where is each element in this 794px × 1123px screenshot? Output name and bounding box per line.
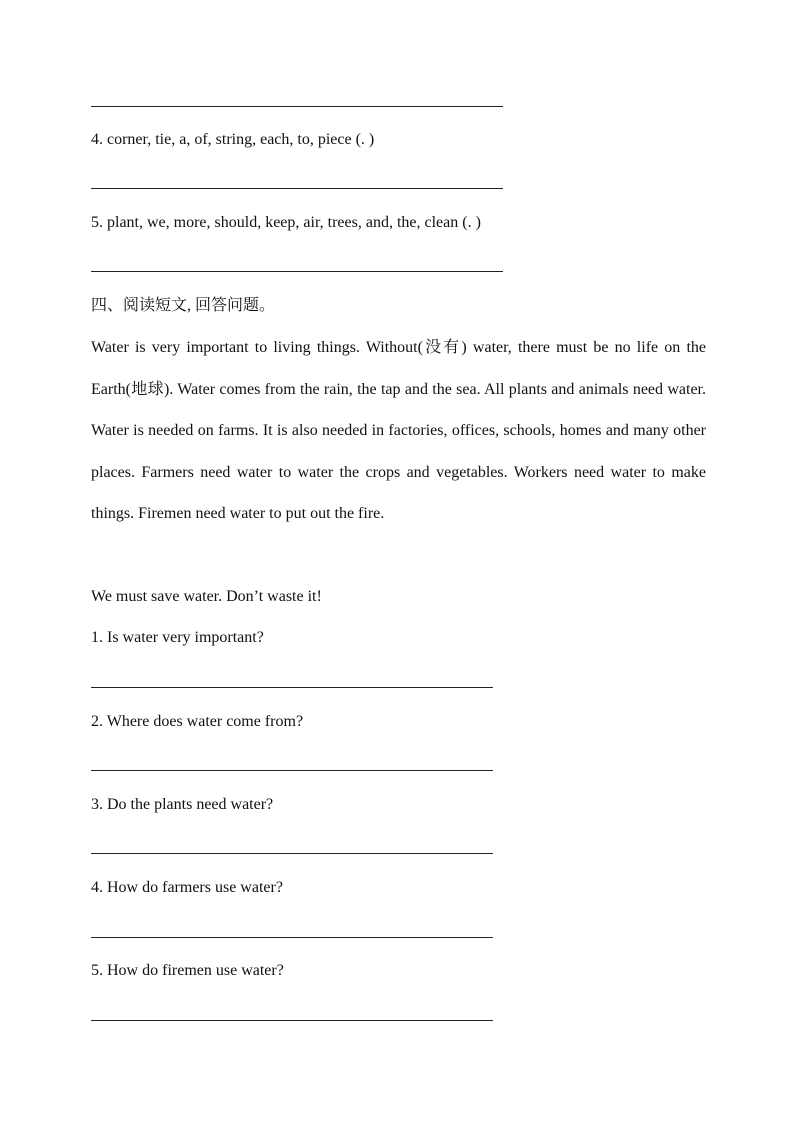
answer-line-3-5	[91, 271, 503, 272]
answer-line-q3	[91, 853, 493, 854]
question-4: 4. How do farmers use water?	[91, 879, 283, 896]
answer-line-q5	[91, 1020, 493, 1021]
answer-line-q2	[91, 770, 493, 771]
answer-line-q4	[91, 937, 493, 938]
passage-closing: We must save water. Don’t waste it!	[91, 588, 322, 605]
question-1: 1. Is water very important?	[91, 629, 264, 646]
answer-line-3-4	[91, 188, 503, 189]
sentence-item-4: 4. corner, tie, a, of, string, each, to, piece (. )	[91, 131, 375, 148]
passage-paragraph: Water is very important to living things. Without(没有) water, there must be no life on the Earth(地球). Water comes from the rain, the tap and the sea. All plants and animals need water. Water is needed on farms. It is also needed in factories, offices, schools, homes and many other places. Farmers need water to water the crops and vegetables. Workers need water to make things. Firemen need water to put out the fire.	[91, 339, 706, 523]
answer-line-q1	[91, 687, 493, 688]
question-5: 5. How do firemen use water?	[91, 962, 284, 979]
answer-line-3-3	[91, 106, 503, 107]
sentence-item-5: 5. plant, we, more, should, keep, air, trees, and, the, clean (. )	[91, 214, 481, 231]
section-heading: 四、阅读短文, 回答问题。	[91, 297, 276, 314]
reading-passage	[91, 336, 706, 535]
question-2: 2. Where does water come from?	[91, 713, 304, 730]
question-3: 3. Do the plants need water?	[91, 796, 274, 813]
